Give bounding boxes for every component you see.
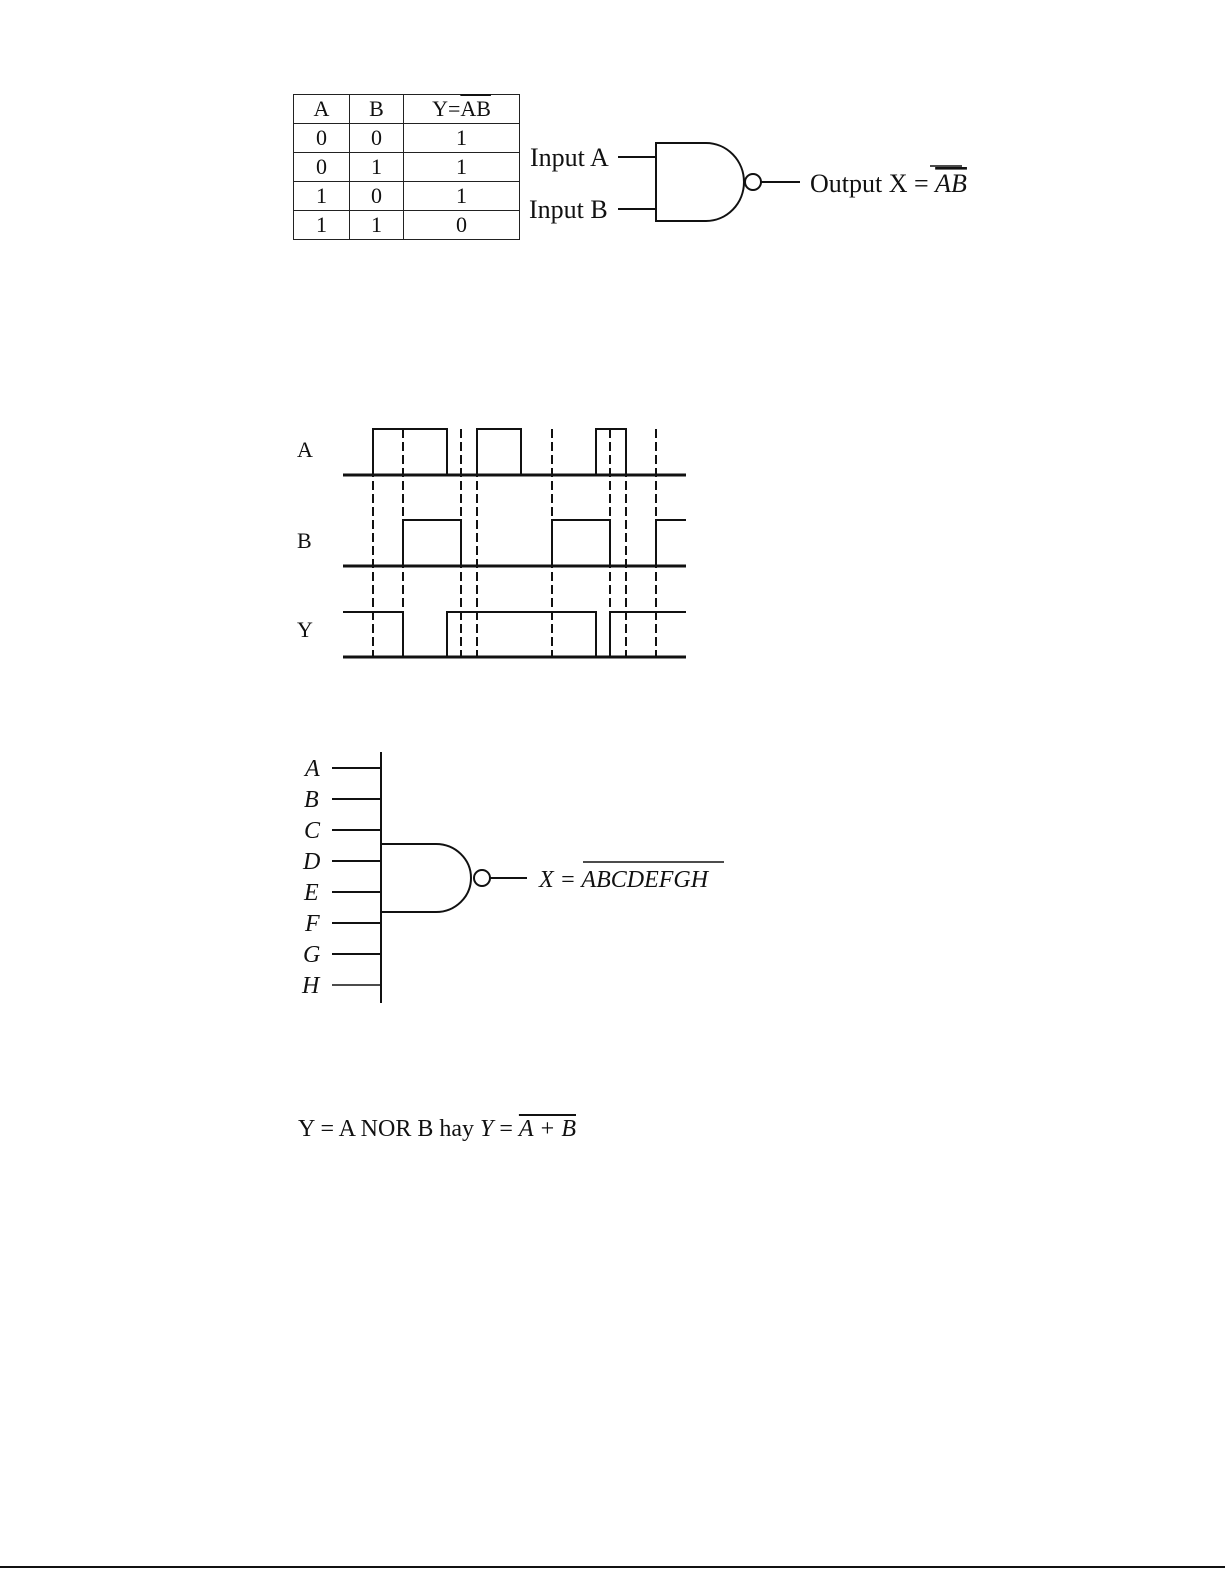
- inversion-bubble: [745, 174, 761, 190]
- timing-label-b: B: [297, 528, 312, 553]
- nand8-input-label: A: [305, 756, 320, 782]
- nand8-input-label: H: [302, 973, 320, 999]
- table-cell: 1: [350, 153, 404, 182]
- nand8-inversion-bubble: [474, 870, 490, 886]
- header-a: A: [294, 95, 350, 124]
- waveform-b-pulse-3: [656, 520, 686, 566]
- timing-label-a: A: [297, 437, 313, 462]
- table-cell: 1: [404, 153, 520, 182]
- nand8-input-wires: [332, 768, 381, 985]
- waveform-a-pulse-2: [477, 429, 521, 475]
- table-cell: 0: [294, 124, 350, 153]
- table-cell: 1: [294, 182, 350, 211]
- waveform-y: [343, 612, 686, 657]
- waveform-b-pulse-1: [403, 520, 461, 566]
- nand-gate-body: [656, 143, 744, 221]
- output-label: Output X = AB: [810, 169, 967, 198]
- nor-equation-equals: =: [493, 1116, 519, 1142]
- table-cell: 1: [294, 211, 350, 240]
- nand8-gate-body: [381, 844, 471, 912]
- nand8-diagram: [0, 740, 800, 1020]
- nand8-input-label: B: [304, 787, 319, 813]
- header-b: B: [350, 95, 404, 124]
- nand8-input-label: F: [305, 911, 320, 937]
- page-bottom-rule: [0, 1566, 1225, 1568]
- input-b-label: Input B: [529, 195, 608, 224]
- table-cell: 0: [350, 182, 404, 211]
- nor-equation: [298, 1116, 576, 1143]
- table-cell: 0: [404, 211, 520, 240]
- nor-equation-overbar: A + B: [518, 1116, 576, 1142]
- waveform-a-pulse-1: [373, 429, 447, 475]
- nand8-input-label: G: [303, 942, 321, 968]
- timing-diagram: [0, 400, 760, 680]
- nand2-diagram: [0, 0, 1225, 300]
- timing-label-y: Y: [297, 617, 313, 642]
- table-cell: 1: [350, 211, 404, 240]
- output-overbar-text: AB: [935, 169, 967, 198]
- nand8-input-labels: [301, 756, 321, 999]
- table-cell: 1: [404, 182, 520, 211]
- nand8-input-label: E: [304, 880, 319, 906]
- table-cell: 1: [404, 124, 520, 153]
- nand8-output-label: X = ABCDEFGH: [539, 867, 709, 893]
- nand8-output-overbar-text: ABCDEFGH: [581, 867, 709, 893]
- header-y-overbar: $\overline{AB}$: [460, 96, 491, 121]
- table-cell: 0: [350, 124, 404, 153]
- table-cell: 0: [294, 153, 350, 182]
- waveform-b-pulse-2: [552, 520, 610, 566]
- nand8-input-label: C: [304, 818, 321, 844]
- nor-equation-var: Y: [480, 1116, 494, 1142]
- input-a-label: Input A: [530, 143, 609, 172]
- header-y-label: Y=: [432, 96, 461, 121]
- timing-guides: [373, 429, 656, 657]
- nor-equation-text: Y = A NOR B hay: [298, 1116, 480, 1142]
- nand8-input-label: D: [303, 849, 321, 875]
